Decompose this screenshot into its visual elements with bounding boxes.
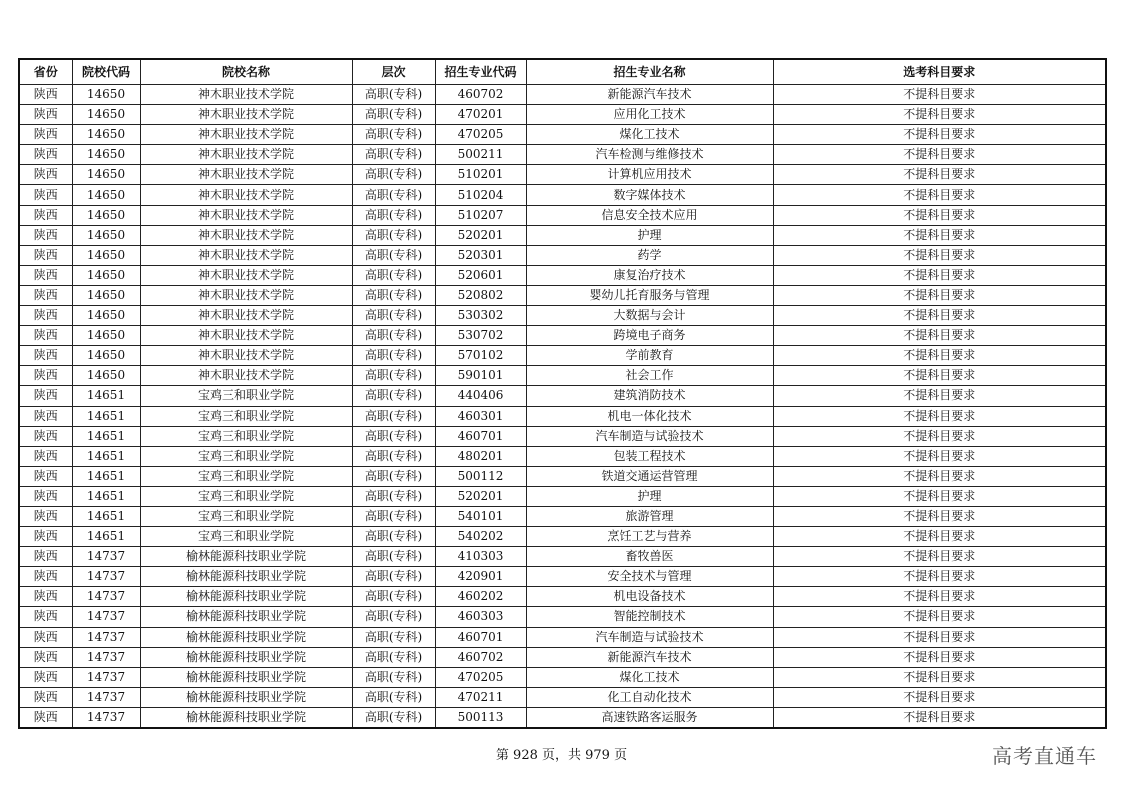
cell-major-code: 460701 bbox=[435, 426, 526, 446]
cell-school-name: 榆林能源科技职业学院 bbox=[140, 687, 352, 707]
cell-major-code: 470211 bbox=[435, 687, 526, 707]
cell-school-name: 榆林能源科技职业学院 bbox=[140, 547, 352, 567]
cell-level: 高职(专科) bbox=[352, 486, 435, 506]
cell-major-code: 570102 bbox=[435, 346, 526, 366]
cell-province: 陕西 bbox=[19, 466, 72, 486]
cell-school-code: 14651 bbox=[72, 466, 140, 486]
cell-level: 高职(专科) bbox=[352, 426, 435, 446]
cell-subject-requirement: 不提科目要求 bbox=[773, 165, 1106, 185]
cell-school-code: 14737 bbox=[72, 687, 140, 707]
cell-subject-requirement: 不提科目要求 bbox=[773, 125, 1106, 145]
cell-level: 高职(专科) bbox=[352, 85, 435, 105]
cell-province: 陕西 bbox=[19, 567, 72, 587]
cell-major-code: 480201 bbox=[435, 446, 526, 466]
cell-major-code: 590101 bbox=[435, 366, 526, 386]
cell-subject-requirement: 不提科目要求 bbox=[773, 386, 1106, 406]
cell-level: 高职(专科) bbox=[352, 245, 435, 265]
cell-school-name: 宝鸡三和职业学院 bbox=[140, 426, 352, 446]
cell-major-code: 410303 bbox=[435, 547, 526, 567]
cell-level: 高职(专科) bbox=[352, 687, 435, 707]
cell-level: 高职(专科) bbox=[352, 587, 435, 607]
table-row bbox=[19, 707, 1106, 728]
table-row bbox=[19, 326, 1106, 346]
table-header-row bbox=[19, 59, 1106, 85]
cell-major-name: 数字媒体技术 bbox=[526, 185, 773, 205]
cell-major-name: 高速铁路客运服务 bbox=[526, 707, 773, 728]
cell-school-code: 14737 bbox=[72, 607, 140, 627]
cell-province: 陕西 bbox=[19, 346, 72, 366]
table-row bbox=[19, 306, 1106, 326]
cell-school-name: 宝鸡三和职业学院 bbox=[140, 386, 352, 406]
cell-school-name: 榆林能源科技职业学院 bbox=[140, 567, 352, 587]
cell-school-name: 榆林能源科技职业学院 bbox=[140, 667, 352, 687]
cell-level: 高职(专科) bbox=[352, 105, 435, 125]
cell-school-code: 14737 bbox=[72, 707, 140, 728]
cell-major-name: 计算机应用技术 bbox=[526, 165, 773, 185]
header-province: 省份 bbox=[19, 59, 72, 85]
cell-major-name: 新能源汽车技术 bbox=[526, 85, 773, 105]
cell-major-code: 510201 bbox=[435, 165, 526, 185]
page-number: 第 928 页，共 979 页 bbox=[495, 748, 628, 763]
cell-subject-requirement: 不提科目要求 bbox=[773, 627, 1106, 647]
table-row bbox=[19, 346, 1106, 366]
cell-major-name: 汽车制造与试验技术 bbox=[526, 426, 773, 446]
cell-major-code: 540202 bbox=[435, 527, 526, 547]
cell-province: 陕西 bbox=[19, 306, 72, 326]
cell-major-name: 汽车制造与试验技术 bbox=[526, 627, 773, 647]
cell-major-code: 460301 bbox=[435, 406, 526, 426]
table-row bbox=[19, 446, 1106, 466]
cell-level: 高职(专科) bbox=[352, 165, 435, 185]
cell-major-code: 470205 bbox=[435, 667, 526, 687]
cell-subject-requirement: 不提科目要求 bbox=[773, 667, 1106, 687]
header-major-code: 招生专业代码 bbox=[435, 59, 526, 85]
cell-school-name: 神木职业技术学院 bbox=[140, 105, 352, 125]
cell-province: 陕西 bbox=[19, 687, 72, 707]
cell-province: 陕西 bbox=[19, 446, 72, 466]
header-school-name: 院校名称 bbox=[140, 59, 352, 85]
cell-school-name: 榆林能源科技职业学院 bbox=[140, 707, 352, 728]
table-row bbox=[19, 205, 1106, 225]
cell-province: 陕西 bbox=[19, 506, 72, 526]
cell-school-name: 榆林能源科技职业学院 bbox=[140, 587, 352, 607]
cell-subject-requirement: 不提科目要求 bbox=[773, 225, 1106, 245]
table-row bbox=[19, 647, 1106, 667]
table-row bbox=[19, 386, 1106, 406]
cell-province: 陕西 bbox=[19, 285, 72, 305]
table-row bbox=[19, 125, 1106, 145]
cell-school-code: 14737 bbox=[72, 587, 140, 607]
cell-level: 高职(专科) bbox=[352, 567, 435, 587]
cell-subject-requirement: 不提科目要求 bbox=[773, 486, 1106, 506]
cell-major-code: 470201 bbox=[435, 105, 526, 125]
table-row bbox=[19, 285, 1106, 305]
cell-school-name: 神木职业技术学院 bbox=[140, 165, 352, 185]
cell-school-code: 14650 bbox=[72, 185, 140, 205]
cell-school-code: 14651 bbox=[72, 506, 140, 526]
table-row bbox=[19, 426, 1106, 446]
cell-level: 高职(专科) bbox=[352, 527, 435, 547]
cell-province: 陕西 bbox=[19, 205, 72, 225]
cell-level: 高职(专科) bbox=[352, 265, 435, 285]
cell-school-name: 神木职业技术学院 bbox=[140, 245, 352, 265]
cell-school-code: 14737 bbox=[72, 627, 140, 647]
cell-level: 高职(专科) bbox=[352, 145, 435, 165]
cell-level: 高职(专科) bbox=[352, 627, 435, 647]
cell-school-name: 榆林能源科技职业学院 bbox=[140, 607, 352, 627]
cell-major-code: 500112 bbox=[435, 466, 526, 486]
cell-school-code: 14651 bbox=[72, 426, 140, 446]
cell-subject-requirement: 不提科目要求 bbox=[773, 265, 1106, 285]
cell-school-name: 神木职业技术学院 bbox=[140, 85, 352, 105]
cell-level: 高职(专科) bbox=[352, 125, 435, 145]
cell-level: 高职(专科) bbox=[352, 306, 435, 326]
cell-subject-requirement: 不提科目要求 bbox=[773, 145, 1106, 165]
cell-province: 陕西 bbox=[19, 627, 72, 647]
table-row bbox=[19, 225, 1106, 245]
cell-major-code: 460702 bbox=[435, 647, 526, 667]
cell-school-name: 宝鸡三和职业学院 bbox=[140, 506, 352, 526]
cell-subject-requirement: 不提科目要求 bbox=[773, 366, 1106, 386]
cell-major-name: 烹饪工艺与营养 bbox=[526, 527, 773, 547]
cell-major-code: 530702 bbox=[435, 326, 526, 346]
cell-major-name: 安全技术与管理 bbox=[526, 567, 773, 587]
cell-school-code: 14650 bbox=[72, 366, 140, 386]
cell-subject-requirement: 不提科目要求 bbox=[773, 687, 1106, 707]
cell-province: 陕西 bbox=[19, 547, 72, 567]
cell-major-code: 520301 bbox=[435, 245, 526, 265]
cell-school-name: 宝鸡三和职业学院 bbox=[140, 527, 352, 547]
cell-major-name: 应用化工技术 bbox=[526, 105, 773, 125]
cell-school-name: 神木职业技术学院 bbox=[140, 145, 352, 165]
cell-school-code: 14650 bbox=[72, 105, 140, 125]
cell-major-code: 520201 bbox=[435, 486, 526, 506]
cell-school-name: 神木职业技术学院 bbox=[140, 326, 352, 346]
cell-school-code: 14650 bbox=[72, 205, 140, 225]
cell-subject-requirement: 不提科目要求 bbox=[773, 446, 1106, 466]
cell-province: 陕西 bbox=[19, 707, 72, 728]
cell-school-code: 14650 bbox=[72, 245, 140, 265]
cell-school-code: 14650 bbox=[72, 85, 140, 105]
cell-subject-requirement: 不提科目要求 bbox=[773, 567, 1106, 587]
cell-school-code: 14651 bbox=[72, 406, 140, 426]
cell-province: 陕西 bbox=[19, 265, 72, 285]
table-row bbox=[19, 145, 1106, 165]
cell-school-code: 14650 bbox=[72, 326, 140, 346]
cell-subject-requirement: 不提科目要求 bbox=[773, 607, 1106, 627]
cell-level: 高职(专科) bbox=[352, 205, 435, 225]
cell-subject-requirement: 不提科目要求 bbox=[773, 707, 1106, 728]
table-row bbox=[19, 245, 1106, 265]
cell-level: 高职(专科) bbox=[352, 346, 435, 366]
cell-subject-requirement: 不提科目要求 bbox=[773, 426, 1106, 446]
cell-school-name: 宝鸡三和职业学院 bbox=[140, 486, 352, 506]
cell-major-name: 包装工程技术 bbox=[526, 446, 773, 466]
cell-major-name: 化工自动化技术 bbox=[526, 687, 773, 707]
cell-province: 陕西 bbox=[19, 527, 72, 547]
admission-table-sheet bbox=[18, 58, 1105, 730]
cell-school-name: 宝鸡三和职业学院 bbox=[140, 446, 352, 466]
cell-school-code: 14650 bbox=[72, 306, 140, 326]
cell-major-name: 大数据与会计 bbox=[526, 306, 773, 326]
cell-school-name: 神木职业技术学院 bbox=[140, 205, 352, 225]
cell-province: 陕西 bbox=[19, 587, 72, 607]
cell-school-name: 神木职业技术学院 bbox=[140, 185, 352, 205]
table-body bbox=[19, 85, 1106, 729]
cell-major-code: 460702 bbox=[435, 85, 526, 105]
cell-school-code: 14650 bbox=[72, 125, 140, 145]
table-row bbox=[19, 85, 1106, 105]
cell-school-name: 神木职业技术学院 bbox=[140, 285, 352, 305]
cell-subject-requirement: 不提科目要求 bbox=[773, 185, 1106, 205]
cell-major-code: 500113 bbox=[435, 707, 526, 728]
cell-school-code: 14650 bbox=[72, 346, 140, 366]
cell-subject-requirement: 不提科目要求 bbox=[773, 406, 1106, 426]
cell-level: 高职(专科) bbox=[352, 506, 435, 526]
watermark-text: 高考直通车 bbox=[992, 744, 1097, 768]
cell-school-name: 榆林能源科技职业学院 bbox=[140, 627, 352, 647]
cell-province: 陕西 bbox=[19, 105, 72, 125]
cell-school-code: 14651 bbox=[72, 386, 140, 406]
cell-school-name: 宝鸡三和职业学院 bbox=[140, 406, 352, 426]
table-row bbox=[19, 687, 1106, 707]
cell-school-name: 神木职业技术学院 bbox=[140, 265, 352, 285]
cell-major-code: 460303 bbox=[435, 607, 526, 627]
table-row bbox=[19, 466, 1106, 486]
cell-province: 陕西 bbox=[19, 386, 72, 406]
cell-school-code: 14650 bbox=[72, 165, 140, 185]
cell-major-name: 护理 bbox=[526, 225, 773, 245]
cell-level: 高职(专科) bbox=[352, 607, 435, 627]
cell-major-code: 520802 bbox=[435, 285, 526, 305]
header-major-name: 招生专业名称 bbox=[526, 59, 773, 85]
cell-major-name: 汽车检测与维修技术 bbox=[526, 145, 773, 165]
table-row bbox=[19, 547, 1106, 567]
cell-school-code: 14737 bbox=[72, 547, 140, 567]
cell-major-name: 学前教育 bbox=[526, 346, 773, 366]
cell-province: 陕西 bbox=[19, 165, 72, 185]
table-row bbox=[19, 506, 1106, 526]
cell-major-name: 婴幼儿托育服务与管理 bbox=[526, 285, 773, 305]
cell-province: 陕西 bbox=[19, 426, 72, 446]
cell-major-code: 510207 bbox=[435, 205, 526, 225]
cell-school-code: 14650 bbox=[72, 225, 140, 245]
cell-school-name: 神木职业技术学院 bbox=[140, 125, 352, 145]
table-row bbox=[19, 486, 1106, 506]
cell-level: 高职(专科) bbox=[352, 386, 435, 406]
table-row bbox=[19, 527, 1106, 547]
cell-major-code: 460701 bbox=[435, 627, 526, 647]
cell-level: 高职(专科) bbox=[352, 366, 435, 386]
table-row bbox=[19, 567, 1106, 587]
cell-level: 高职(专科) bbox=[352, 547, 435, 567]
cell-subject-requirement: 不提科目要求 bbox=[773, 326, 1106, 346]
cell-subject-requirement: 不提科目要求 bbox=[773, 306, 1106, 326]
cell-major-name: 社会工作 bbox=[526, 366, 773, 386]
cell-major-code: 520201 bbox=[435, 225, 526, 245]
cell-major-name: 跨境电子商务 bbox=[526, 326, 773, 346]
cell-major-name: 畜牧兽医 bbox=[526, 547, 773, 567]
table-row bbox=[19, 165, 1106, 185]
cell-major-name: 新能源汽车技术 bbox=[526, 647, 773, 667]
cell-subject-requirement: 不提科目要求 bbox=[773, 285, 1106, 305]
header-level: 层次 bbox=[352, 59, 435, 85]
cell-major-name: 建筑消防技术 bbox=[526, 386, 773, 406]
header-subject-requirement: 选考科目要求 bbox=[773, 59, 1106, 85]
cell-major-code: 440406 bbox=[435, 386, 526, 406]
cell-province: 陕西 bbox=[19, 647, 72, 667]
header-school-code: 院校代码 bbox=[72, 59, 140, 85]
cell-school-code: 14651 bbox=[72, 486, 140, 506]
cell-school-code: 14651 bbox=[72, 527, 140, 547]
cell-school-code: 14737 bbox=[72, 667, 140, 687]
cell-major-code: 530302 bbox=[435, 306, 526, 326]
cell-province: 陕西 bbox=[19, 225, 72, 245]
cell-province: 陕西 bbox=[19, 245, 72, 265]
cell-school-code: 14650 bbox=[72, 145, 140, 165]
cell-subject-requirement: 不提科目要求 bbox=[773, 647, 1106, 667]
cell-province: 陕西 bbox=[19, 85, 72, 105]
table-row bbox=[19, 406, 1106, 426]
cell-level: 高职(专科) bbox=[352, 466, 435, 486]
cell-major-name: 康复治疗技术 bbox=[526, 265, 773, 285]
table-row bbox=[19, 366, 1106, 386]
cell-major-name: 药学 bbox=[526, 245, 773, 265]
cell-school-code: 14737 bbox=[72, 647, 140, 667]
cell-school-name: 神木职业技术学院 bbox=[140, 366, 352, 386]
cell-province: 陕西 bbox=[19, 366, 72, 386]
cell-subject-requirement: 不提科目要求 bbox=[773, 85, 1106, 105]
cell-subject-requirement: 不提科目要求 bbox=[773, 105, 1106, 125]
cell-major-name: 铁道交通运营管理 bbox=[526, 466, 773, 486]
cell-level: 高职(专科) bbox=[352, 667, 435, 687]
cell-subject-requirement: 不提科目要求 bbox=[773, 587, 1106, 607]
cell-subject-requirement: 不提科目要求 bbox=[773, 527, 1106, 547]
admission-table bbox=[18, 58, 1107, 729]
cell-subject-requirement: 不提科目要求 bbox=[773, 506, 1106, 526]
cell-major-code: 520601 bbox=[435, 265, 526, 285]
cell-level: 高职(专科) bbox=[352, 326, 435, 346]
cell-school-name: 神木职业技术学院 bbox=[140, 346, 352, 366]
table-row bbox=[19, 587, 1106, 607]
cell-subject-requirement: 不提科目要求 bbox=[773, 205, 1106, 225]
cell-major-name: 机电设备技术 bbox=[526, 587, 773, 607]
cell-province: 陕西 bbox=[19, 125, 72, 145]
cell-major-code: 500211 bbox=[435, 145, 526, 165]
cell-level: 高职(专科) bbox=[352, 707, 435, 728]
cell-province: 陕西 bbox=[19, 326, 72, 346]
cell-level: 高职(专科) bbox=[352, 647, 435, 667]
cell-major-name: 护理 bbox=[526, 486, 773, 506]
table-row bbox=[19, 627, 1106, 647]
cell-level: 高职(专科) bbox=[352, 185, 435, 205]
cell-school-code: 14650 bbox=[72, 285, 140, 305]
table-row bbox=[19, 667, 1106, 687]
cell-province: 陕西 bbox=[19, 667, 72, 687]
cell-subject-requirement: 不提科目要求 bbox=[773, 346, 1106, 366]
cell-province: 陕西 bbox=[19, 486, 72, 506]
cell-major-name: 煤化工技术 bbox=[526, 667, 773, 687]
cell-major-code: 420901 bbox=[435, 567, 526, 587]
cell-school-name: 宝鸡三和职业学院 bbox=[140, 466, 352, 486]
cell-province: 陕西 bbox=[19, 185, 72, 205]
cell-school-name: 神木职业技术学院 bbox=[140, 306, 352, 326]
cell-province: 陕西 bbox=[19, 607, 72, 627]
cell-subject-requirement: 不提科目要求 bbox=[773, 547, 1106, 567]
cell-level: 高职(专科) bbox=[352, 446, 435, 466]
cell-school-code: 14651 bbox=[72, 446, 140, 466]
table-row bbox=[19, 105, 1106, 125]
cell-province: 陕西 bbox=[19, 406, 72, 426]
table-row bbox=[19, 185, 1106, 205]
cell-major-name: 智能控制技术 bbox=[526, 607, 773, 627]
cell-level: 高职(专科) bbox=[352, 406, 435, 426]
cell-subject-requirement: 不提科目要求 bbox=[773, 245, 1106, 265]
cell-level: 高职(专科) bbox=[352, 285, 435, 305]
table-row bbox=[19, 607, 1106, 627]
cell-major-name: 信息安全技术应用 bbox=[526, 205, 773, 225]
cell-school-code: 14650 bbox=[72, 265, 140, 285]
cell-school-code: 14737 bbox=[72, 567, 140, 587]
table-row bbox=[19, 265, 1106, 285]
cell-school-name: 榆林能源科技职业学院 bbox=[140, 647, 352, 667]
cell-major-code: 470205 bbox=[435, 125, 526, 145]
cell-level: 高职(专科) bbox=[352, 225, 435, 245]
cell-school-name: 神木职业技术学院 bbox=[140, 225, 352, 245]
cell-major-name: 机电一体化技术 bbox=[526, 406, 773, 426]
cell-major-code: 460202 bbox=[435, 587, 526, 607]
cell-subject-requirement: 不提科目要求 bbox=[773, 466, 1106, 486]
cell-major-name: 旅游管理 bbox=[526, 506, 773, 526]
cell-major-code: 510204 bbox=[435, 185, 526, 205]
cell-province: 陕西 bbox=[19, 145, 72, 165]
cell-major-name: 煤化工技术 bbox=[526, 125, 773, 145]
cell-major-code: 540101 bbox=[435, 506, 526, 526]
